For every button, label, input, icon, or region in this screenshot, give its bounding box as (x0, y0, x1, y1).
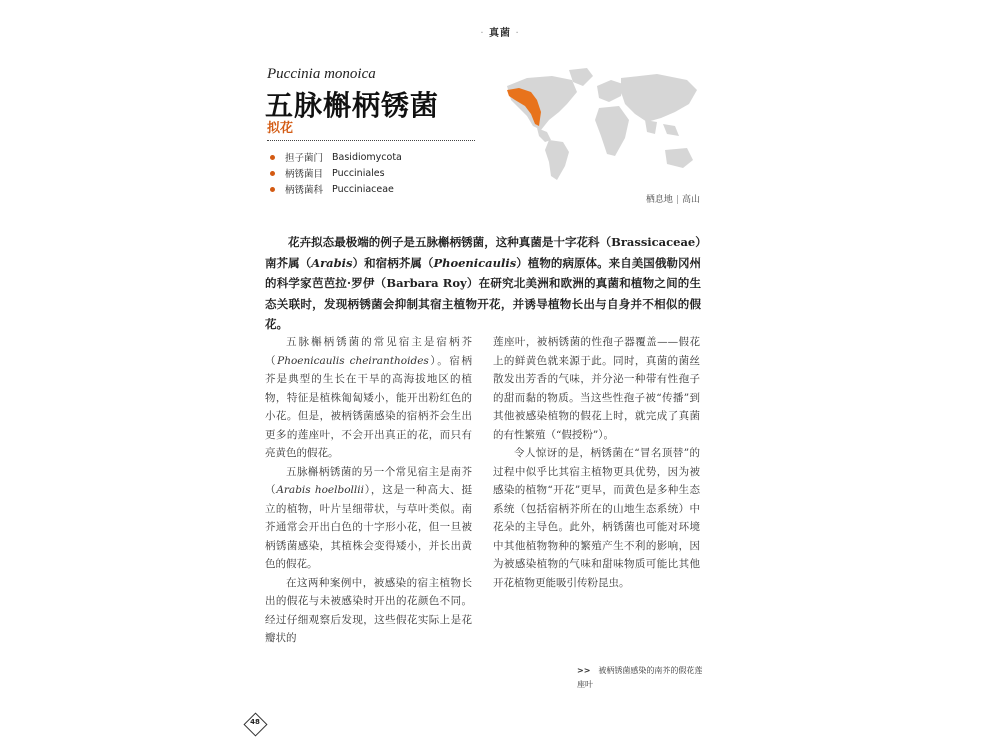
body-paragraph: 令人惊讶的是，柄锈菌在“冒名顶替”的过程中似乎比其宿主植物更具优势，因为被感染的植物“开花”更早，而黄色是多种生态系统（包括宿柄芥所在的山地生态系统）中花朵的主导色。此外，柄锈菌也可能对环境中其他植物物种的繁殖产生不利的影响，因为被感染植物的气味和甜味物质可能比其他开花植物更能吸引传粉昆虫。 (493, 447, 700, 589)
page-number (244, 713, 266, 735)
body-text: ）。宿柄芥是典型的生长在干旱的高海拔地区的植物，特征是植株匍匐矮小，能开出粉红色的小花。但是，被柄锈菌感染的宿柄芥会生出更多的莲座叶，不会开出真正的花，而只有亮黄色的假花。 (265, 354, 473, 459)
running-header (420, 24, 580, 39)
page-number-text: 48 (250, 718, 260, 726)
subtitle: 拟花 (267, 121, 294, 136)
intro-text-2: ）南芥属（ (265, 235, 702, 270)
taxon-latin: Basidiomycota (332, 151, 402, 163)
habitat-label (600, 192, 700, 205)
body-column-left (265, 333, 472, 648)
distribution-map (497, 64, 702, 186)
habitat-separator: | (675, 195, 679, 205)
bullet-icon (270, 187, 275, 192)
taxon-phylum (270, 150, 402, 164)
caption-arrow-icon: >> (577, 666, 591, 675)
body-text: 五脉槲柄锈菌的另一个常见宿主是南芥（ (265, 465, 472, 496)
figure-caption (577, 664, 705, 692)
intro-text-3: ）和宿柄芥属（ (352, 255, 434, 270)
taxon-cn: 担子菌门 (285, 153, 324, 164)
page-title: 五脉槲柄锈菌 (265, 89, 440, 122)
body-paragraph: 在这两种案例中，被感染的宿主植物长出的假花与未被感染时开出的花颜色不同。经过仔细观察后发现，这些假花实际上是花瓣状的 (265, 576, 472, 644)
body-paragraph (265, 333, 472, 463)
body-text: ），这是一种高大、挺立的植物，叶片呈细带状，与草叶类似。南芥通常会开出白色的十字形小花，但一旦被柄锈菌感染，其植株会变得矮小，并长出黄色的假花。 (265, 484, 472, 570)
header-section: 真菌 (489, 28, 511, 39)
taxon-cn: 柄锈菌目 (285, 169, 324, 180)
habitat-title: 栖息地 (645, 195, 673, 205)
intro-family: Brassicaceae (611, 235, 696, 249)
habitat-value: 高山 (681, 195, 700, 205)
body-species: Arabis hoelbollii (276, 484, 364, 496)
body-column-right (493, 333, 700, 592)
intro-genus-2: Phoenicaulis (433, 255, 517, 270)
taxon-latin: Pucciniaceae (332, 183, 394, 195)
intro-text-4: ）植物的病原体。来自美国俄勒冈州的科学家芭芭拉·罗伊（Barbara Roy）在研究北美洲和欧洲的真菌和植物之间的生态关联时，发现柄锈菌会抑制其宿主植物开花，并诱导植物长出与自身并不相似的假花。 (265, 255, 702, 331)
dotted-divider (267, 140, 475, 141)
body-paragraph: 莲座叶，被柄锈菌的性孢子器覆盖——假花上的鲜黄色就来源于此。同时，真菌的菌丝散发出芳香的气味，并分泌一种带有性孢子的甜而黏的物质。当这些性孢子被“传播”到其他被感染植物的假花上时，就完成了真菌的有性繁殖（“假授粉”）。 (493, 336, 700, 441)
header-deco-right: · (515, 28, 520, 39)
body-paragraph (265, 463, 472, 574)
bullet-icon (270, 171, 275, 176)
taxon-order (270, 166, 385, 180)
bullet-icon (270, 155, 275, 160)
header-deco-left: · (480, 28, 485, 39)
intro-paragraph (265, 232, 701, 335)
body-species: Phoenicaulis cheiranthoides (277, 354, 429, 367)
taxon-family (270, 182, 394, 196)
intro-genus-1: Arabis (311, 255, 353, 270)
caption-text: 被柄锈菌感染的南芥的假花莲座叶 (577, 666, 703, 689)
scientific-name: Puccinia monoica (267, 66, 376, 82)
taxon-latin: Pucciniales (332, 167, 385, 179)
taxon-cn: 柄锈菌科 (285, 185, 324, 196)
intro-text-1: 花卉拟态最极端的例子是五脉槲柄锈菌，这种真菌是十字花科（ (288, 235, 612, 249)
body-text: 五脉槲柄锈菌的常见宿主是宿柄芥（ (265, 336, 472, 367)
